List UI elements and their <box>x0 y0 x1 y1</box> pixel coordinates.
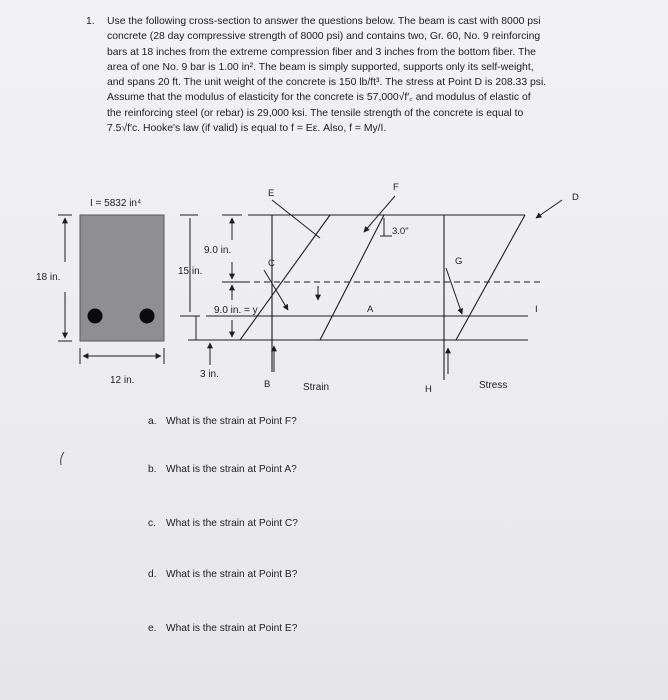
leader-D <box>536 200 562 218</box>
bottom-3in-label: 3 in. <box>200 369 219 380</box>
question-d <box>148 569 297 580</box>
question-text: What is the strain at Point A? <box>166 464 297 475</box>
question-letter: c. <box>148 518 156 529</box>
strain-axis-label: Strain <box>303 382 330 393</box>
problem-line: area of one No. 9 bar is 1.00 in². The beam is simply supported, supports only its self-weight, <box>107 61 534 73</box>
strain-profile <box>240 215 330 340</box>
leader-E <box>272 200 320 238</box>
rebar-right <box>140 309 155 324</box>
problem-number: 1. <box>86 16 95 27</box>
point-E-label: E <box>268 188 275 199</box>
problem-line: and spans 20 ft. The unit weight of the concrete is 150 lb/ft³. The stress at Point D is 208.33 psi. <box>107 77 547 89</box>
inertia-label: I = 5832 in⁴ <box>90 198 142 209</box>
leader-G <box>446 268 462 314</box>
depth-15-label: 15 in. <box>178 266 203 277</box>
point-G-label: G <box>455 256 463 267</box>
stress-3in-label: 3.0" <box>392 226 409 237</box>
problem-line: the reinforcing steel (or rebar) is 29,000 ksi. The tensile strength of the concrete is equal to <box>107 107 524 119</box>
question-letter: e. <box>148 623 157 634</box>
question-text: What is the strain at Point B? <box>166 569 298 580</box>
top-9in-label: 9.0 in. <box>204 245 232 256</box>
strain-diagram <box>200 215 540 372</box>
leader-C <box>264 270 288 310</box>
problem-line: bars at 18 inches from the extreme compression fiber and 3 inches from the bottom fiber. The <box>107 46 536 58</box>
point-C-label: C <box>268 258 275 269</box>
stress-profile-right <box>456 215 525 340</box>
problem-line: 7.5√f′c. Hooke's law (if valid) is equal to f = Eε. Also, f = My/I. <box>107 123 387 135</box>
question-a <box>148 416 297 427</box>
question-letter: d. <box>148 569 157 580</box>
problem-line: Use the following cross-section to answer the questions below. The beam is cast with 8000 psi <box>107 16 541 27</box>
question-c <box>148 518 298 529</box>
point-B-label: B <box>264 379 271 390</box>
stress-diagram <box>320 215 525 380</box>
question-letter: b. <box>148 464 157 475</box>
stray-pen-mark <box>61 452 64 465</box>
point-I-label: I <box>535 304 538 315</box>
point-H-label: H <box>425 384 432 395</box>
stress-axis-label: Stress <box>479 380 508 391</box>
width-dimension <box>80 348 164 364</box>
question-letter: a. <box>148 416 157 427</box>
problem-line: concrete (28 day compressive strength of 8000 psi) and contains two, Gr. 60, No. 9 reinforcing <box>107 31 541 43</box>
question-text: What is the strain at Point E? <box>166 623 298 634</box>
width-label: 12 in. <box>110 375 135 386</box>
point-leaders <box>264 196 562 374</box>
question-b <box>148 464 297 475</box>
point-F-label: F <box>393 182 399 193</box>
point-A-label: A <box>367 304 374 315</box>
leader-F <box>364 196 395 232</box>
rebar-left <box>88 309 103 324</box>
height-label: 18 in. <box>36 272 61 283</box>
point-D-label: D <box>572 192 579 203</box>
question-text: What is the strain at Point F? <box>166 416 297 427</box>
stress-profile-left <box>320 215 384 340</box>
problem-line: Assume that the modulus of elasticity for the concrete is 57,000√f′꜀ and modulus of elastic of <box>107 92 531 104</box>
y-9in-label: 9.0 in. = y <box>214 305 258 316</box>
question-text: What is the strain at Point C? <box>166 518 298 529</box>
question-e <box>148 623 297 634</box>
